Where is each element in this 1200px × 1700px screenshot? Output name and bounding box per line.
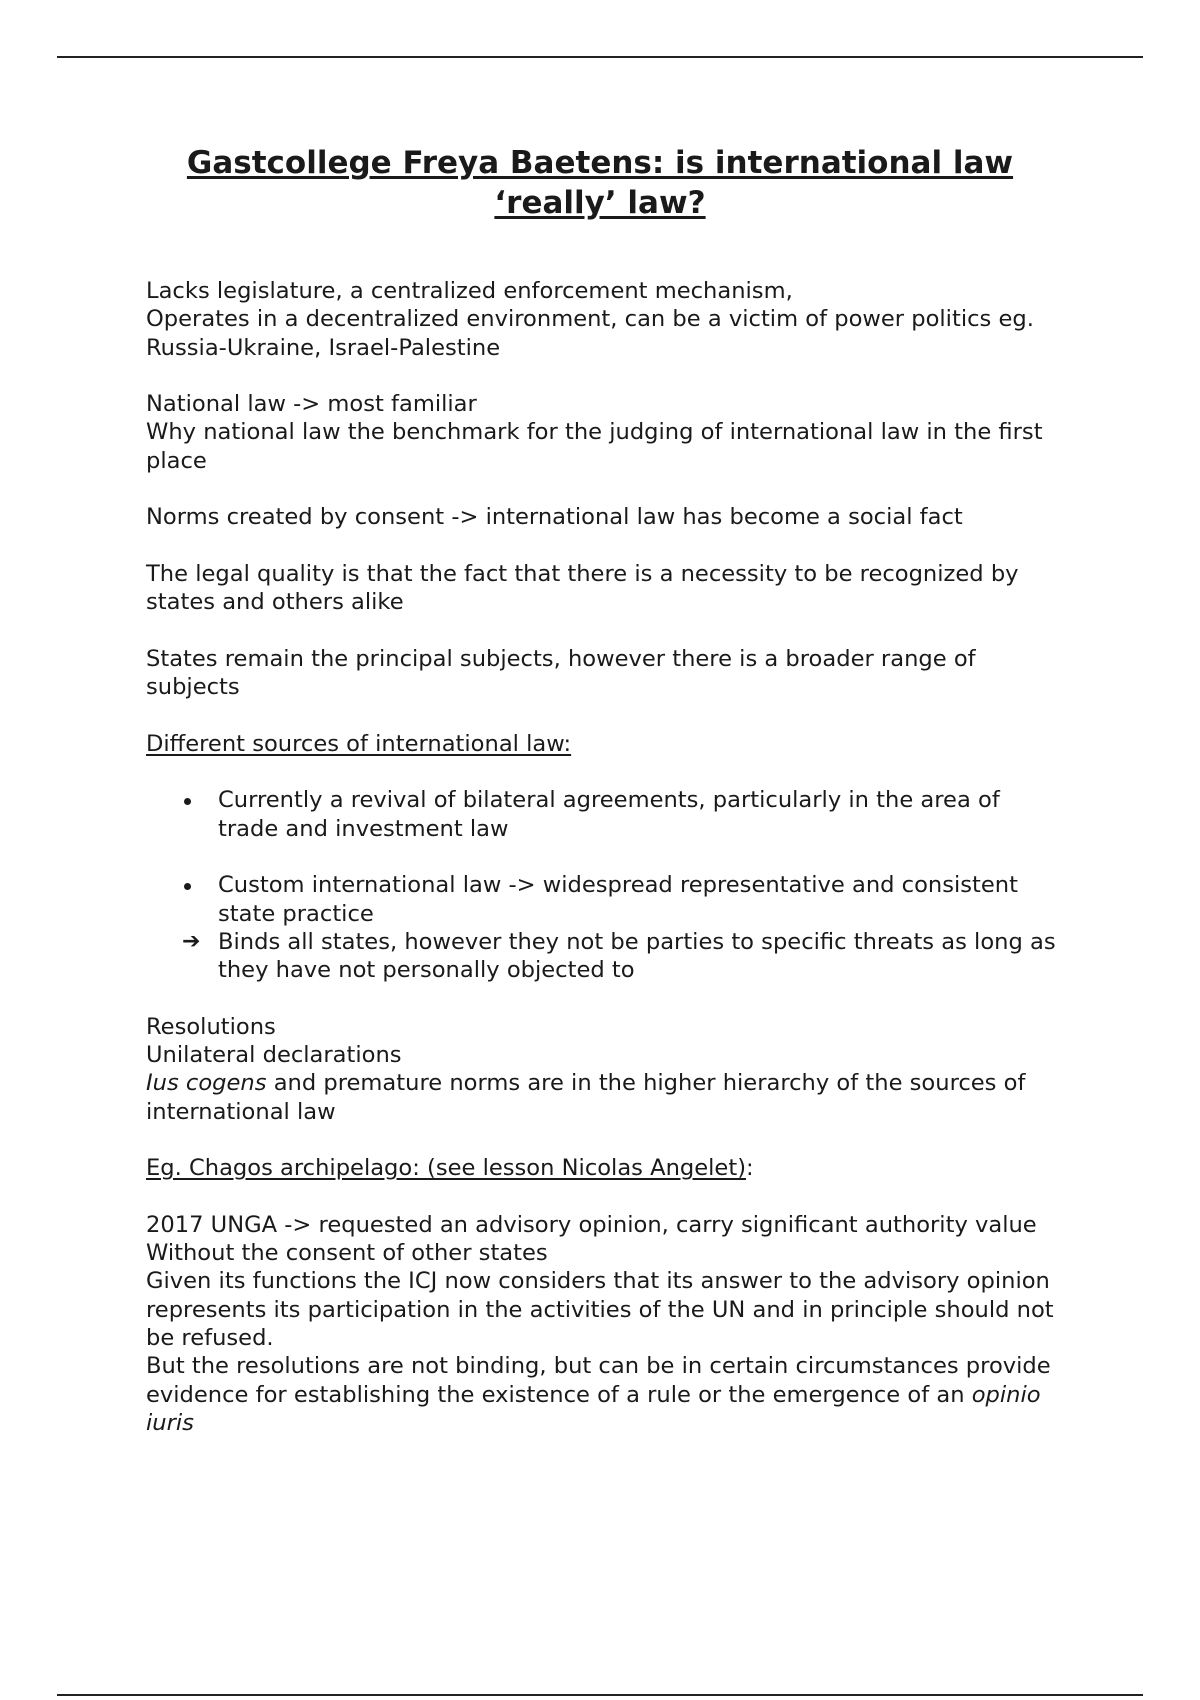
- paragraph-line: Without the consent of other states: [146, 1240, 548, 1267]
- paragraph-line: But the resolutions are not binding, but can be in certain circumstances provide evidence for establishing the existence of a rule or the emergence of an: [146, 1353, 1051, 1408]
- example-heading-text: Eg. Chagos archipelago: (see lesson Nicolas Angelet): [146, 1155, 747, 1182]
- paragraph-line: Given its functions the ICJ now considers that its answer to the advisory opinion represents its participation in the activities of the UN and in principle should not be refused.: [146, 1268, 1054, 1351]
- paragraph-power-politics: [146, 277, 1066, 362]
- opinio-iuris-term: opinio iuris: [146, 1381, 1041, 1436]
- example-heading: [146, 1154, 1066, 1182]
- sources-heading-text: Different sources of international law:: [146, 730, 572, 757]
- paragraph-line: Unilateral declarations: [146, 1042, 402, 1069]
- paragraph-other-sources: [146, 1013, 1066, 1126]
- document-body: [146, 277, 1066, 1437]
- list-item-text: Binds all states, however they not be parties to specific threats as long as they have not personally objected to: [218, 928, 1056, 984]
- paragraph-norms-consent: Norms created by consent -> international law has become a social fact: [146, 504, 963, 531]
- sources-list: [146, 786, 1066, 984]
- paragraph-line: Operates in a decentralized environment, can be a victim of power politics eg. Russia-Ukraine, Israel-Palestine: [146, 306, 1034, 361]
- ius-cogens-term: Ius cogens: [146, 1070, 267, 1097]
- paragraph-chagos-example: [146, 1211, 1066, 1437]
- footer-rule: [57, 1694, 1143, 1696]
- sources-heading: [146, 730, 1066, 758]
- paragraph-line: Lacks legislature, a centralized enforcement mechanism,: [146, 278, 793, 304]
- paragraph-national-law: [146, 390, 1066, 475]
- paragraph-line: 2017 UNGA -> requested an advisory opinion, carry significant authority value: [146, 1211, 1037, 1238]
- example-heading-colon: :: [746, 1155, 754, 1182]
- header-rule: [57, 56, 1143, 58]
- arrow-right-icon: ➔: [182, 928, 201, 954]
- page-title: Gastcollege Freya Baetens: is international law ‘really’ law?: [186, 145, 1014, 221]
- list-item-text: Currently a revival of bilateral agreements, particularly in the area of trade and investment law: [218, 787, 1000, 842]
- list-item: [146, 871, 1066, 928]
- list-item-text: Custom international law -> widespread representative and consistent state practice: [218, 872, 1018, 927]
- list-item: [146, 786, 1066, 843]
- paragraph-line: National law -> most familiar: [146, 391, 477, 418]
- paragraph-line: and premature norms are in the higher hierarchy of the sources of international law: [146, 1070, 1026, 1125]
- paragraph-line: Resolutions: [146, 1013, 276, 1040]
- paragraph-line: Why national law the benchmark for the judging of international law in the first place: [146, 419, 1043, 474]
- paragraph-legal-quality: The legal quality is that the fact that there is a necessity to be recognized by states and others alike: [146, 560, 1019, 616]
- list-item: [146, 928, 1066, 985]
- paragraph-principal-subjects: States remain the principal subjects, however there is a broader range of subjects: [146, 645, 976, 701]
